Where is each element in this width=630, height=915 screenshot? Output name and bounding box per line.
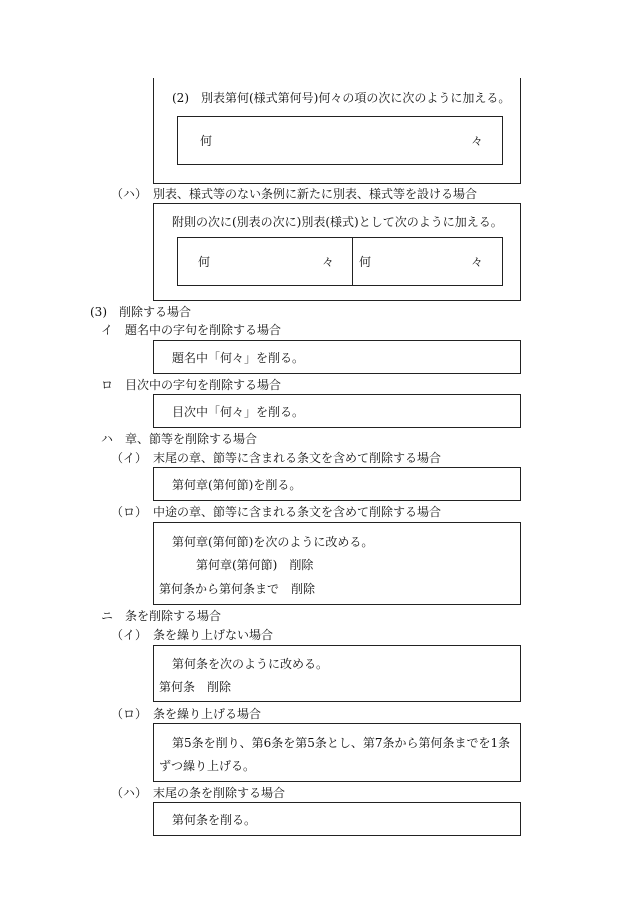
top-table-cell-2: 々 [471,134,484,148]
sec3-ni-sub-ro-line-1: 第5条を削り、第6条を第5条とし、第7条から第何条までを1条 [172,736,511,750]
sec3-ha-sub-ro-line-2: 第何章(第何節) 削除 [196,558,314,572]
sec3-ni-sub-ro-heading: （ロ） 条を繰り上げる場合 [111,707,262,721]
ha-table-cell-2: 々 [322,255,335,269]
sec3-i-box-text: 題名中「何々」を削る。 [172,351,305,365]
sec3-ni-sub-ha-heading: （ハ） 末尾の条を削除する場合 [111,786,286,800]
ha-table-divider [352,237,353,286]
sec3-ni-heading: ニ 条を削除する場合 [101,609,222,623]
ha-table-cell-4: 々 [471,255,484,269]
top-table-cell-1: 何 [200,134,213,148]
sec3-ro-heading: ロ 目次中の字句を削除する場合 [101,378,282,392]
sec3-ni-sub-ha-box-text: 第何条を削る。 [172,813,257,827]
sec3-heading: (3) 削除する場合 [90,305,191,319]
ha-table-cell-1: 何 [198,255,211,269]
ha-text: 附則の次に(別表の次に)別表(様式)として次のように加える。 [172,215,503,229]
ha-heading: （ハ） 別表、様式等のない条例に新たに別表、様式等を設ける場合 [111,187,478,201]
sec3-ha-sub-ro-heading: （ロ） 中途の章、節等に含まれる条文を含めて削除する場合 [111,505,442,519]
sec3-ni-sub-i-heading: （イ） 条を繰り上げない場合 [111,628,274,642]
sec3-ni-sub-i-line-1: 第何条を次のように改める。 [172,657,329,671]
sec3-ha-sub-i-box-text: 第何章(第何節)を削る。 [172,478,302,492]
sec3-ro-box-text: 目次中「何々」を削る。 [172,405,305,419]
sec3-ha-sub-i-heading: （イ） 末尾の章、節等に含まれる条文を含めて削除する場合 [111,451,442,465]
sec3-ha-sub-ro-line-3: 第何条から第何条まで 削除 [159,582,316,596]
top-table [177,116,503,165]
ha-table-cell-3: 何 [359,255,372,269]
sec3-ha-heading: ハ 章、節等を削除する場合 [101,432,258,446]
sec3-ni-sub-ro-line-2: ずつ繰り上げる。 [159,759,256,773]
sec3-ni-sub-i-line-2: 第何条 削除 [159,680,232,694]
sec3-i-heading: イ 題名中の字句を削除する場合 [101,323,282,337]
item-2-text: (2) 別表第何(様式第何号)何々の項の次に次のように加える。 [172,91,511,105]
sec3-ha-sub-ro-line-1: 第何章(第何節)を次のように改める。 [172,535,374,549]
ha-table [177,237,503,286]
